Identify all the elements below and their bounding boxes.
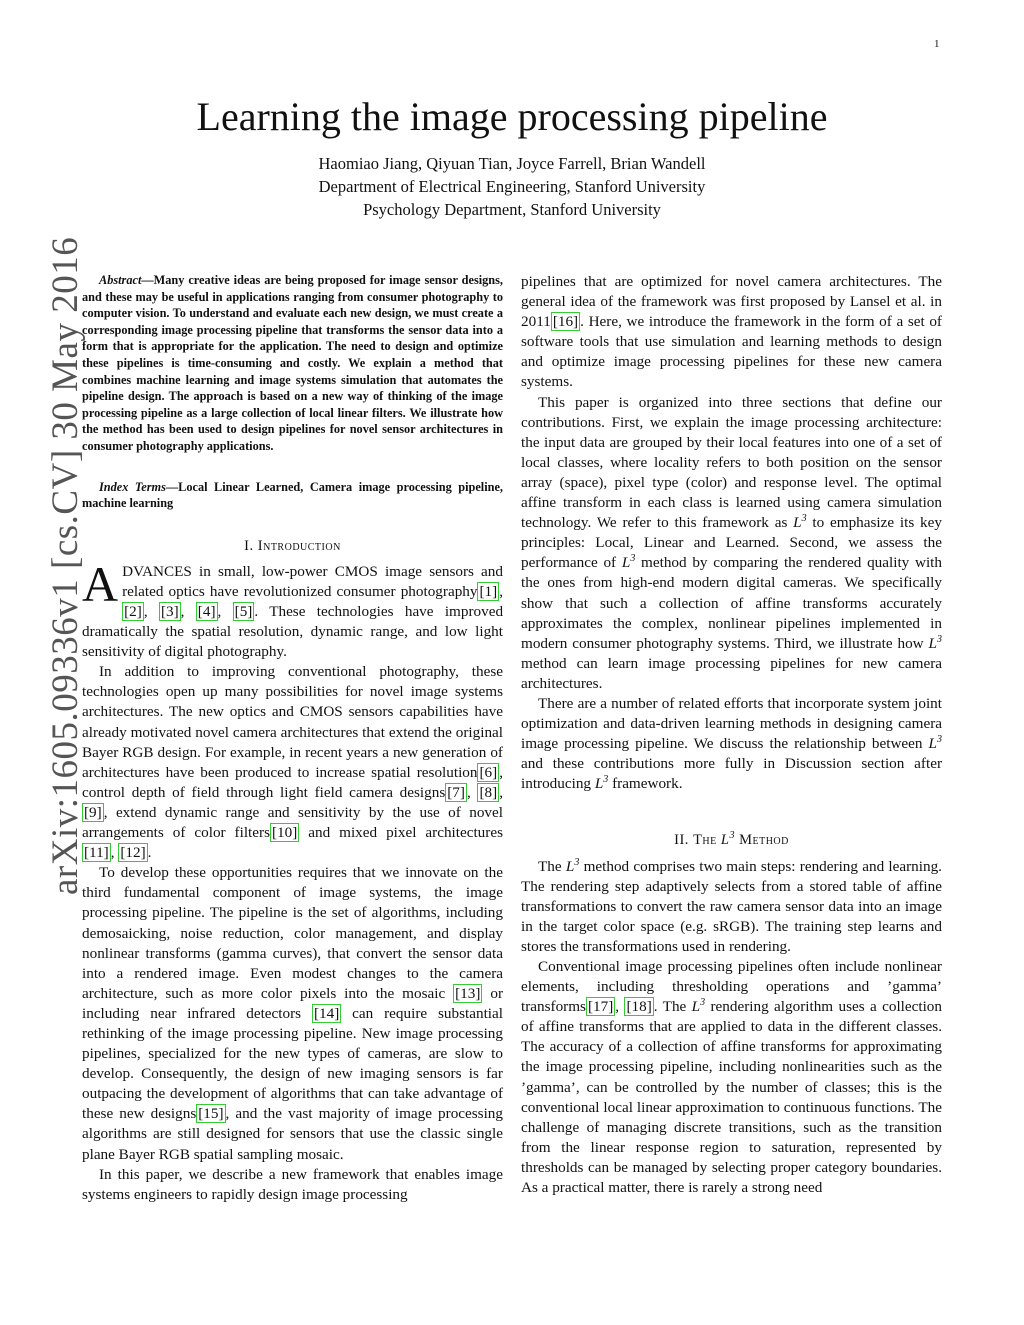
math-superscript: 3 [729, 830, 735, 842]
abstract-label: Abstract [99, 273, 142, 287]
math-l3 [622, 554, 635, 571]
intro-paragraph-1 [82, 555, 504, 662]
index-terms-label: Index Terms [99, 479, 166, 494]
author-block [0, 152, 1024, 221]
text-run: pipelines that are optimized for novel camera architectures. The general idea of the framework was first proposed by Lansel et al. in 2011 [521, 273, 942, 331]
text-run: . These technologies have improved dramatically the spatial resolution, dynamic range, and low light sensitivity of digital photography. [82, 603, 504, 661]
text-run: or including near infrared detectors [82, 984, 504, 1022]
text-run: . The [653, 998, 692, 1016]
math-symbol: L [621, 554, 631, 572]
citation-link[interactable]: [6] [479, 763, 498, 781]
text-run: To develop these opportunities requires that we innovate on the third fundamental component of image systems, the image processing pipeline. The pipeline is the set of algorithms, including demosaicking, noise reduction, color management, and display nonlinear transforms (gamma curves), that convert the sensor data into a rendered image. Even modest changes to the camera architecture, such as more color pixels into the mosaic [82, 864, 503, 1002]
section-heading-introduction [82, 536, 503, 556]
intro-paragraph-3 [82, 863, 503, 1164]
text-run: In this paper, we describe a new framework that enables image systems engineers to rapidly design image processing [82, 1165, 503, 1203]
left-column [82, 272, 503, 1205]
text-run: . Here, we introduce the framework in the form of a set of software tools that use simulation and learning methods to design and optimize image processing pipelines for these new camera systems. [521, 313, 942, 391]
text-run: DVANCES in small, low-power CMOS image sensors and related optics have revolutionized consumer photography [122, 562, 503, 600]
text-run: , extend dynamic range and sensitivity by the use of novel arrangements of color filters [82, 803, 503, 842]
method-paragraph-1 [521, 857, 942, 957]
text-run: method by comparing the rendered quality with the ones from high-end modern digital cameras. We specifically show that such a collection of affine transforms accurately approximates the complex, nonlinear pipelines implemented in modern consumer photography systems. Third, we illustrate how [521, 554, 942, 652]
text-run: and these contributions more fully in Discussion section after introducing [521, 755, 942, 793]
math-symbol: L [793, 514, 802, 532]
text-run: , [466, 783, 478, 801]
math-superscript: 3 [937, 734, 942, 746]
math-symbol: L [928, 735, 937, 753]
citation-link[interactable]: [5] [234, 603, 253, 620]
math-superscript: 3 [937, 633, 942, 645]
section-title: Introduction [257, 537, 341, 554]
citation-link[interactable]: [3] [160, 603, 179, 620]
citation-link[interactable]: [1] [479, 582, 498, 600]
author-names: Haomiao Jiang, Qiyuan Tian, Joyce Farrell, Brian Wandell [318, 154, 706, 173]
intro-paragraph-2 [82, 662, 503, 863]
page-number: 1 [934, 38, 940, 50]
text-run: , [499, 783, 503, 801]
math-superscript: 3 [574, 856, 580, 868]
math-superscript: 3 [603, 774, 609, 786]
text-run: This paper is organized into three sections that define our contributions. First, we explain the image processing architecture: the input data are grouped by their local features into one of a set of local classes, where locality refers to both position on the sensor array (space), pixel type (color) and response level. The optimal affine transform in each class is learned using camera simulation technology. We refer to this framework as [521, 393, 942, 532]
drop-cap: A [82, 555, 119, 612]
abstract [82, 272, 503, 455]
section-numeral: I. [244, 537, 258, 554]
text-run: , [615, 998, 625, 1016]
section-numeral: II. [674, 832, 694, 849]
index-terms [82, 479, 503, 512]
section-title: Method [734, 832, 789, 849]
text-run: , [499, 582, 503, 600]
math-symbol: L [928, 634, 937, 652]
math-l3 [692, 998, 705, 1015]
related-work-paragraph [521, 694, 942, 794]
citation-link[interactable]: [12] [120, 844, 146, 862]
citation-link[interactable]: [2] [124, 603, 142, 620]
text-run: . [147, 844, 152, 862]
text-run: , [217, 603, 233, 620]
section-heading-method [521, 830, 942, 850]
method-paragraph-2 [521, 957, 942, 1198]
citation-link[interactable]: [16] [552, 313, 579, 331]
affiliation-2: Psychology Department, Stanford University [363, 200, 661, 219]
text-run: , [180, 603, 196, 620]
citation-link[interactable]: [14] [313, 1004, 340, 1022]
citation-link[interactable]: [9] [84, 803, 102, 821]
text-run: The [538, 857, 566, 875]
text-run: Conventional image processing pipelines often include nonlinear elements, including thresholding operations and ’gamma’ transforms [521, 958, 942, 1016]
citation-link[interactable]: [7] [447, 783, 465, 801]
citation-link[interactable]: [11] [84, 844, 109, 862]
text-run: and mixed pixel architectures [299, 824, 503, 842]
text-run: to emphasize its key principles: Local, Linear and Learned. Second, we assess the performance of [521, 514, 942, 572]
text-run: method comprises two main steps: rendering and learning. The rendering step adaptively selects from a stored table of affine transformations to convert the raw camera sensor data into an image in the target color space (e.g. sRGB). The training step learns and stores the transformations used in rendering. [521, 857, 942, 955]
math-superscript: 3 [700, 997, 706, 1009]
math-l3 [721, 832, 735, 848]
citation-link[interactable]: [18] [626, 998, 652, 1016]
text-run: can require substantial rethinking of the image processing pipeline. New image processing pipelines, specialized for the new types of cameras, are slow to develop. Consequently, the design of new imaging sensors is far outpacing the development of algorithms that can take advantage of these new designs [82, 1004, 503, 1123]
text-run: , and the vast majority of image processing algorithms are still designed for sensors that use the classic single plane Bayer RGB spatial sampling mosaic. [82, 1105, 503, 1163]
math-l3 [566, 858, 579, 875]
citation-link[interactable]: [13] [455, 984, 481, 1002]
text-run: method can learn image processing pipelines for new camera architectures. [521, 654, 942, 692]
citation-link[interactable]: [10] [271, 824, 298, 842]
math-l3 [929, 735, 942, 752]
index-terms-text: —Local Linear Learned, Camera image processing pipeline, machine learning [82, 479, 503, 511]
text-run: In addition to improving conventional photography, these technologies open up many possibilities for novel image systems architectures. The new optics and CMOS sensors capabilities have already motivated novel camera architectures that extend the original Bayer RGB design. For example, in recent years a new generation of architectures have been produced to increase spatial resolution [82, 663, 503, 781]
text-run: framework. [608, 775, 683, 793]
math-symbol: L [720, 832, 730, 849]
math-l3 [793, 514, 806, 531]
text-run: rendering algorithm uses a collection of affine transforms that are applied to data in the different classes. The accuracy of a collection of affine transforms for approximating the image processing pipeline, including nonlinearities such as the ’gamma’, can be controlled by the number of classes; this is the conventional local linear approximation to continuous functions. The challenge of managing discrete transitions, such as the transition from the linear response region to saturation, represented by thresholds can be managed by selecting proper category boundaries. As a practical matter, there is rarely a strong need [521, 998, 942, 1197]
math-l3 [929, 635, 942, 652]
math-l3 [595, 775, 608, 792]
intro-paragraph-4 [82, 1165, 503, 1205]
math-symbol: L [691, 998, 701, 1016]
right-column [521, 272, 942, 1198]
section-title: The [693, 832, 721, 849]
abstract-text: —Many creative ideas are being proposed for image sensor designs, and these may be useful in applications ranging from consumer photography to computer vision. To understand and evaluate each new design, we must create a corresponding image processing pipeline that transforms the sensor data into a form that is appropriate for the application. The need to design and optimize these pipelines is time-consuming and costly. We explain a method that combines machine learning and image systems simulation that automates the pipeline design. The approach is based on a new way of thinking of the image processing pipeline as a large collection of local linear filters. We illustrate how the method has been used to design pipelines for novel sensor architectures in consumer photography applications. [82, 273, 503, 453]
text-run: , [143, 603, 159, 620]
affiliation-1: Department of Electrical Engineering, Stanford University [318, 177, 706, 196]
math-superscript: 3 [801, 513, 807, 525]
arxiv-identifier: arXiv:1605.09336v1 [cs.CV] 30 May 2016 [45, 236, 86, 895]
citation-link[interactable]: [8] [479, 783, 498, 801]
citation-link[interactable]: [4] [197, 603, 216, 620]
contributions-paragraph [521, 393, 942, 694]
text-run: , [110, 844, 119, 862]
citation-link[interactable]: [15] [198, 1105, 224, 1123]
intro-paragraph-4-continued [521, 272, 942, 393]
citation-link[interactable]: [17] [587, 998, 614, 1016]
math-symbol: L [594, 775, 604, 793]
math-superscript: 3 [630, 553, 636, 565]
paper-title: Learning the image processing pipeline [196, 94, 828, 139]
text-run: There are a number of related efforts that incorporate system joint optimization and data-driven learning methods in designing camera image processing pipeline. We discuss the relationship between [521, 694, 942, 753]
text-run: , control depth of field through light field camera designs [82, 763, 503, 801]
math-symbol: L [565, 857, 575, 875]
